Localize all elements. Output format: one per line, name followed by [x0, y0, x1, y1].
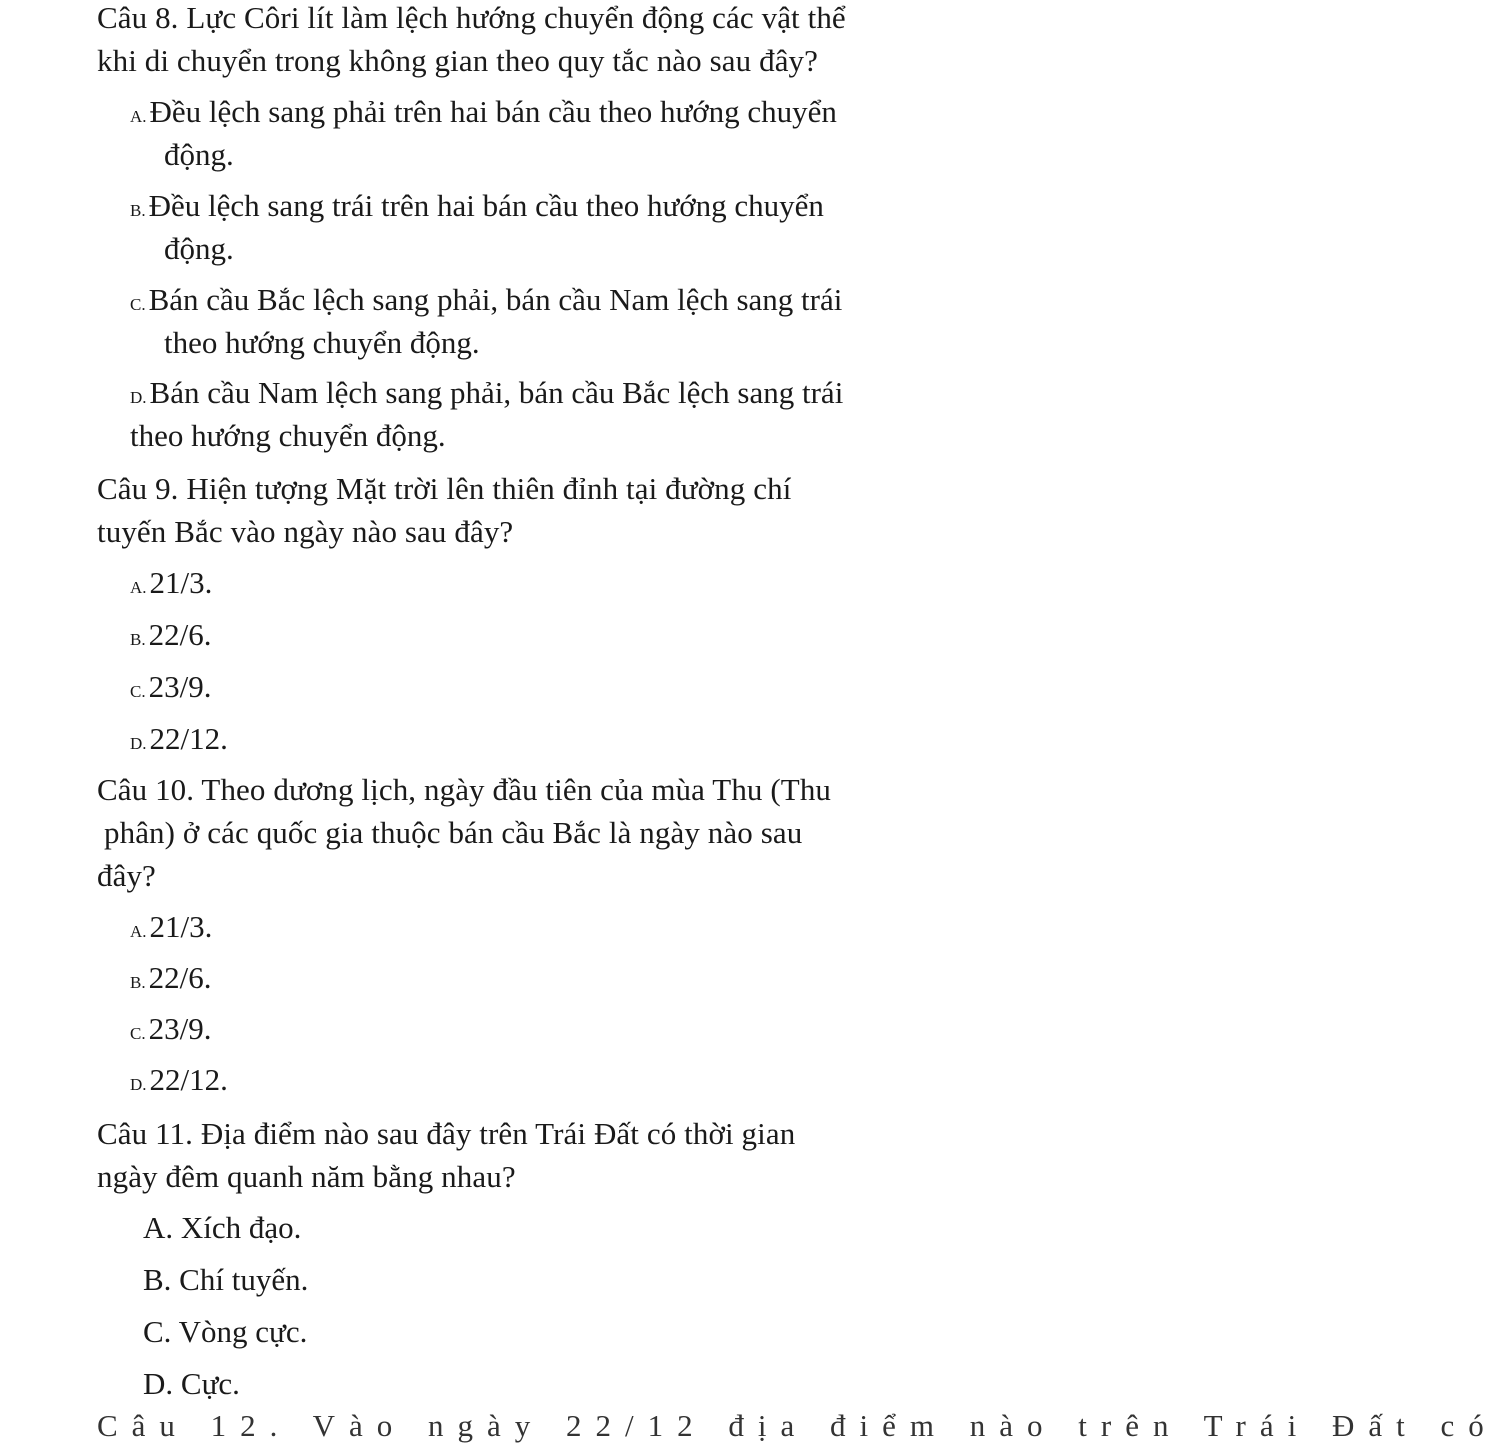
question-8-option-c-cont: theo hướng chuyển động.: [164, 325, 480, 360]
question-8-line-2: khi di chuyển trong không gian theo quy tắc nào sau đây?: [97, 43, 819, 78]
question-11-option-d: D. Cực.: [143, 1366, 240, 1401]
question-10-option-c: [130, 1011, 211, 1052]
option-text: 23/9.: [148, 1011, 212, 1046]
question-10-option-b: [130, 960, 211, 1001]
question-8-line-1: Câu 8. Lực Côri lít làm lệch hướng chuyển động các vật thể: [97, 0, 846, 35]
option-letter: D.: [130, 1075, 147, 1094]
option-text: 22/12.: [149, 1062, 228, 1097]
option-text: 22/12.: [149, 721, 228, 756]
option-text: Đều lệch sang phải trên hai bán cầu theo hướng chuyển: [149, 94, 837, 129]
question-9-option-b: [130, 617, 211, 658]
cutoff-text: Câu 12. Vào ngày 22/12 địa điểm nào trên Trái Đất có: [97, 1408, 1498, 1443]
option-letter: D.: [130, 388, 147, 407]
question-9-option-c: [130, 669, 211, 710]
question-11-option-c: C. Vòng cực.: [143, 1314, 308, 1349]
question-9-option-a: [130, 565, 212, 606]
question-11-line-1: Câu 11. Địa điểm nào sau đây trên Trái Đất có thời gian: [97, 1116, 796, 1151]
question-8-option-b-cont: động.: [164, 231, 234, 266]
question-9-line-1: Câu 9. Hiện tượng Mặt trời lên thiên đỉnh tại đường chí: [97, 471, 792, 506]
option-letter: B.: [130, 973, 146, 992]
option-letter: C.: [130, 1024, 146, 1043]
option-letter: C.: [130, 682, 146, 701]
option-letter: B.: [130, 201, 146, 220]
question-11-line-2: ngày đêm quanh năm bằng nhau?: [97, 1159, 516, 1194]
question-8-option-b: [130, 188, 824, 229]
option-letter: A.: [130, 578, 147, 597]
option-text: Bán cầu Bắc lệch sang phải, bán cầu Nam lệch sang trái: [148, 282, 843, 317]
option-text: Đều lệch sang trái trên hai bán cầu theo hướng chuyển: [148, 188, 824, 223]
option-letter: A.: [130, 107, 147, 126]
question-8-option-a-cont: động.: [164, 137, 234, 172]
question-10-line-3: đây?: [97, 858, 156, 893]
question-10-line-2: phân) ở các quốc gia thuộc bán cầu Bắc là ngày nào sau: [104, 815, 803, 850]
option-text: 21/3.: [149, 909, 213, 944]
question-11-option-a: A. Xích đạo.: [143, 1210, 302, 1245]
question-8-option-d: [130, 375, 843, 416]
question-9-line-2: tuyến Bắc vào ngày nào sau đây?: [97, 514, 514, 549]
question-9-option-d: [130, 721, 228, 762]
option-text: Bán cầu Nam lệch sang phải, bán cầu Bắc lệch sang trái: [149, 375, 844, 410]
option-letter: A.: [130, 922, 147, 941]
question-10-line-1: Câu 10. Theo dương lịch, ngày đầu tiên của mùa Thu (Thu: [97, 772, 832, 807]
question-10-option-a: [130, 909, 212, 950]
question-11-option-b: B. Chí tuyến.: [143, 1262, 309, 1297]
option-text: 22/6.: [148, 960, 212, 995]
option-text: 23/9.: [148, 669, 212, 704]
cutoff-next-question: [97, 1408, 1498, 1443]
option-letter: B.: [130, 630, 146, 649]
option-letter: C.: [130, 295, 146, 314]
question-8-option-a: [130, 94, 837, 135]
option-letter: D.: [130, 734, 147, 753]
question-10-option-d: [130, 1062, 228, 1103]
question-8-option-c: [130, 282, 842, 323]
option-text: 22/6.: [148, 617, 212, 652]
option-text: 21/3.: [149, 565, 213, 600]
question-8-option-d-cont: theo hướng chuyển động.: [130, 418, 446, 453]
